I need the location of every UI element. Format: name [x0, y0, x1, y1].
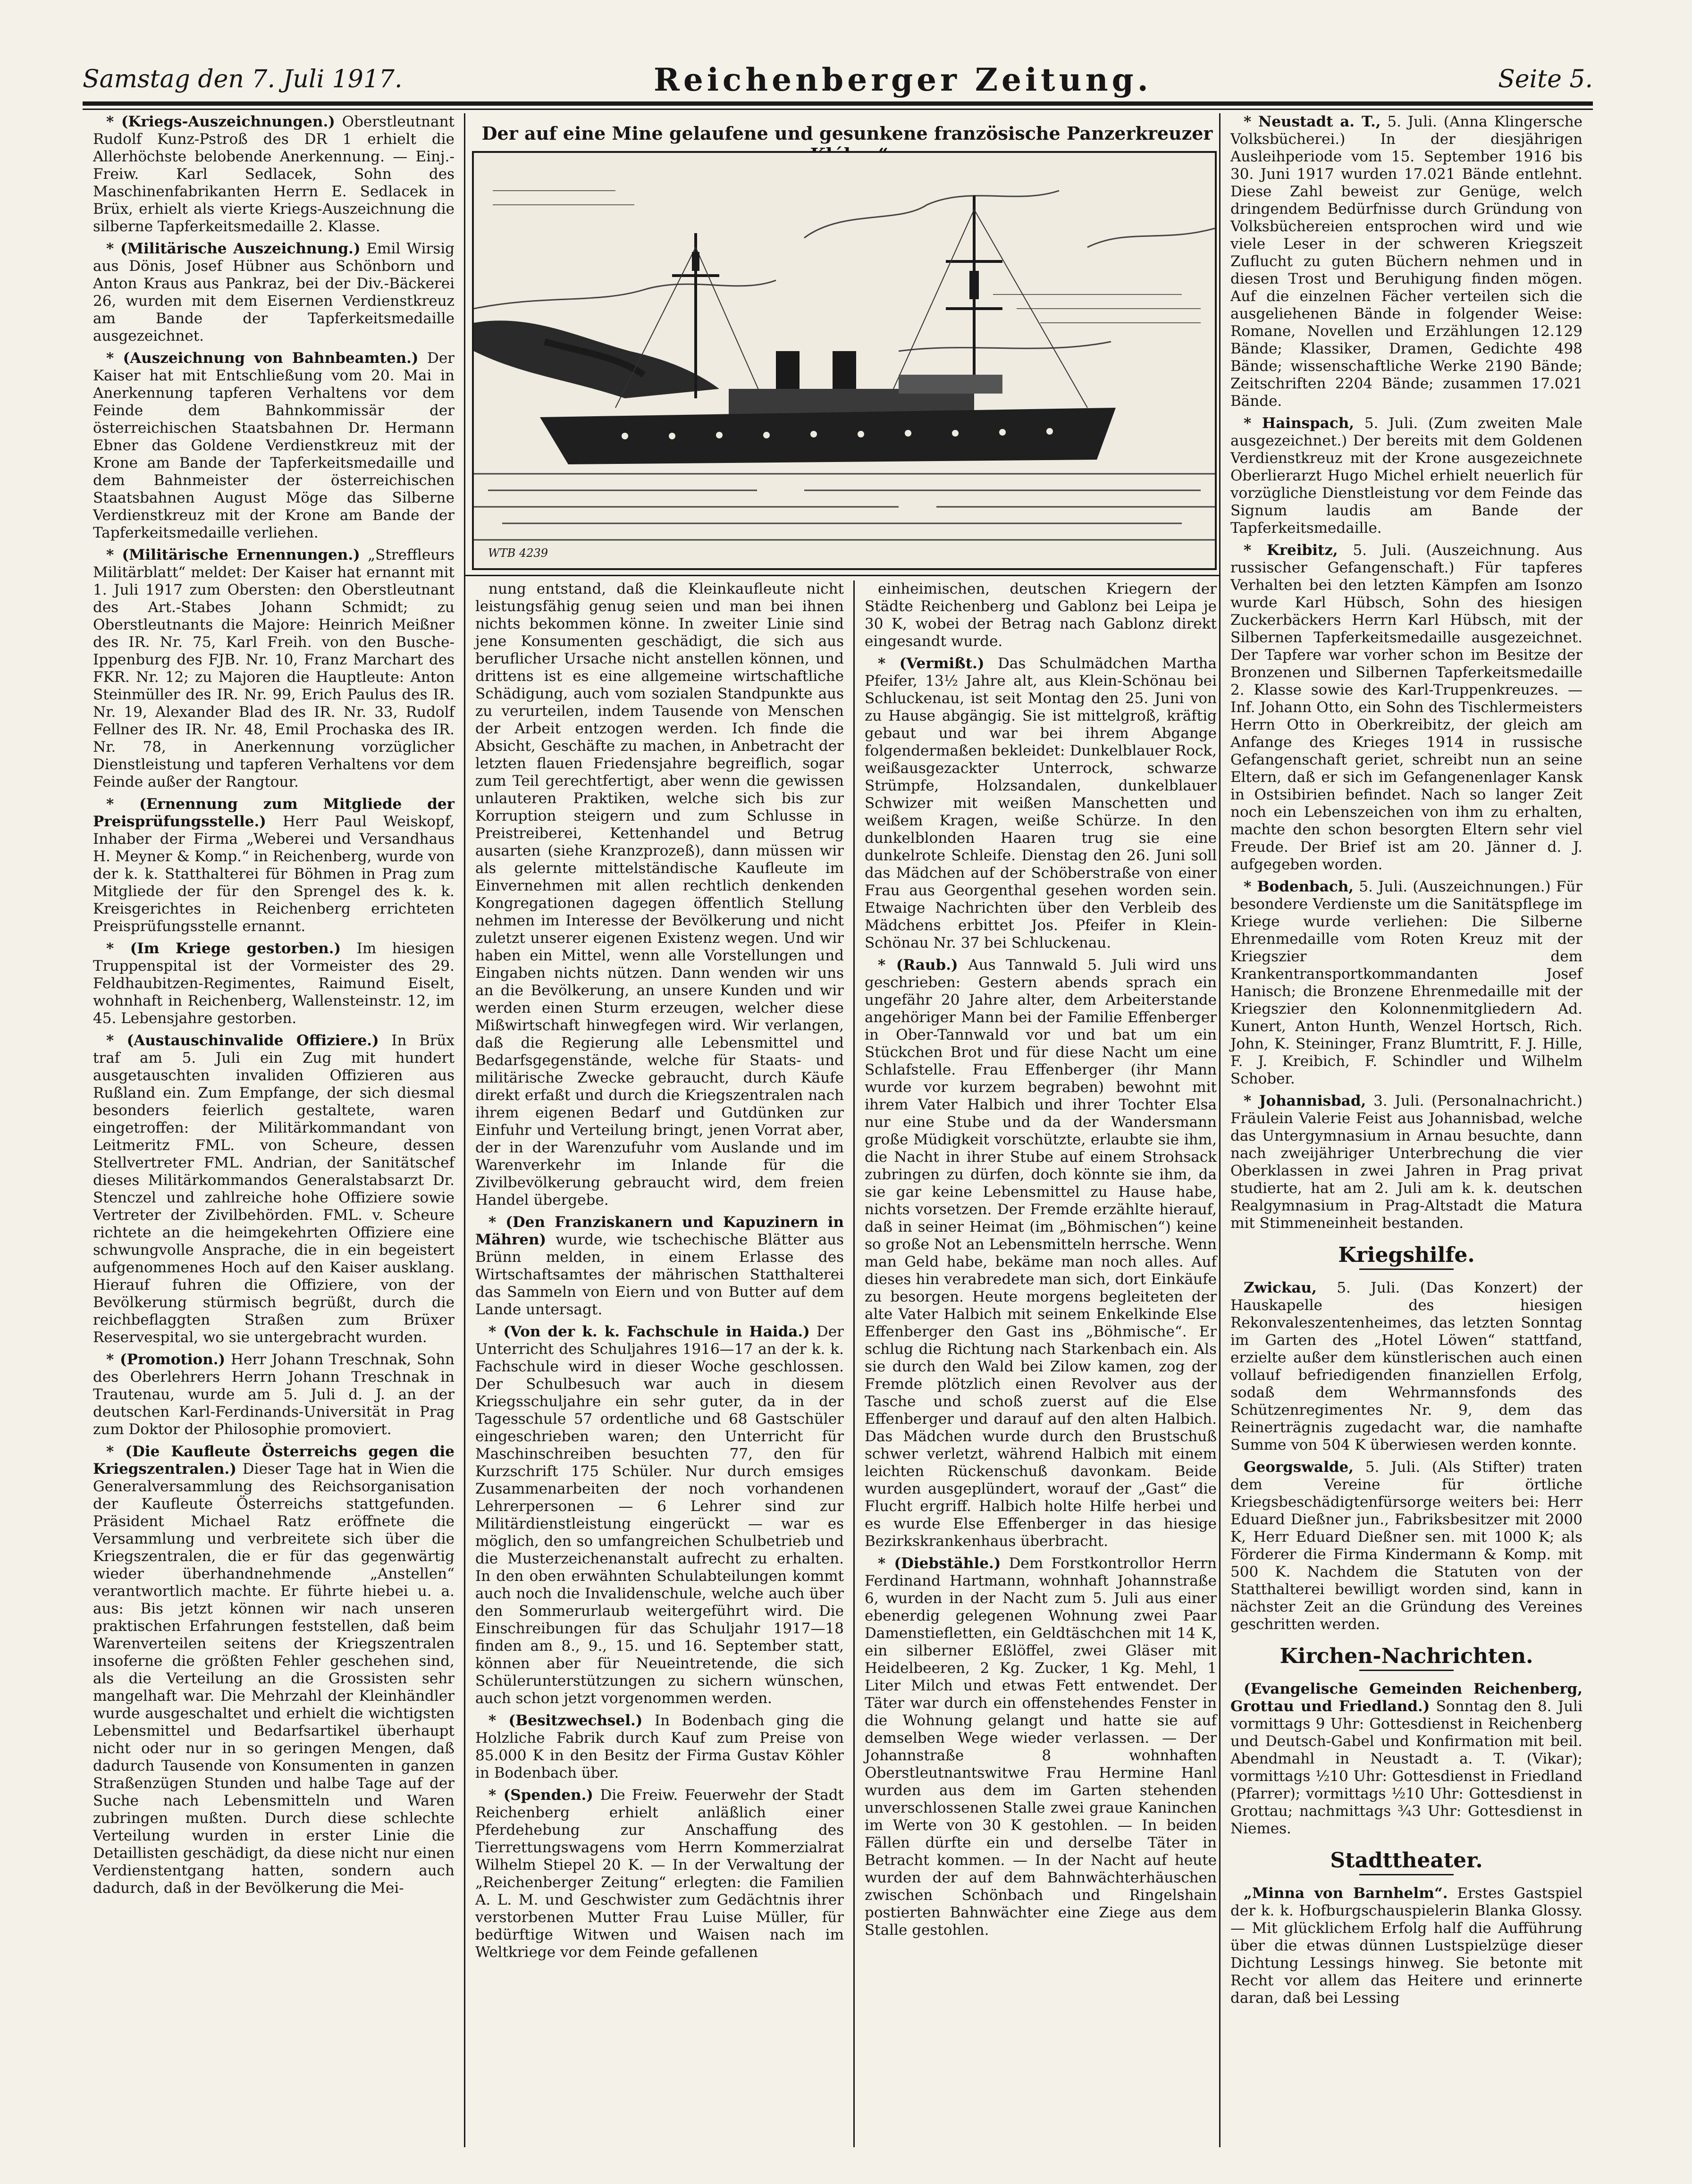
news-item: [1220, 1459, 1593, 1633]
section-rule: [1359, 1268, 1454, 1270]
news-item-text: „Streffleurs Militärblatt“ meldet: Der Kaiser hat ernannt mit 1. Juli 1917 zum Obersten: den Oberstleutnant des Art.-Stabes Johann Schmidt; zu Oberstleutnants die Majore: Heinrich Meißner des IR. Nr. 75, Karl Freih. von den Busche-Ippenburg des FJB. Nr. 10, Franz Marchart des FKR. Nr. 12; zu Majoren die Hauptleute: Anton Steinmüller des IR. Nr. 99, Erich Paulus des IR. Nr. 19, Alexander Blad des IR. Nr. 33, Rudolf Fellner des IR. Nr. 48, Emil Prochaska des IR. Nr. 78, in Anerkennung vorzüglicher Dienstleistung und tapferen Verhaltens vor dem Feinde außer der Rangtour.: [93, 546, 455, 790]
news-item-heading: * (Vermißt.): [878, 655, 985, 672]
news-item: [1220, 878, 1593, 1088]
news-item-heading: * (Spenden.): [488, 1787, 593, 1804]
news-item-heading: Georgswalde,: [1244, 1459, 1354, 1476]
news-item-text: 5. Juli. (Zum zweiten Male ausgezeichnet.) Der bereits mit dem Goldenen Verdienstkreuz mit der Krone ausgezeichnete Oberlierarzt Hugo Michel erhielt neuerlich für vorzügliche Dienstleistung vor dem Feinde das Signum laudis am Bande der Tapferkeitsmedaille.: [1230, 415, 1583, 537]
column-2: [465, 580, 854, 2147]
section-heading: Kriegshilfe.: [1338, 1243, 1475, 1267]
news-item-heading: * Bodenbach,: [1244, 878, 1354, 895]
news-item-text: Das Schulmädchen Martha Pfeifer, 13½ Jahre alt, aus Klein-Schönau bei Schluckenau, ist seit Montag den 25. Juni von zu Hause abgängig. Sie ist mittelgroß, kräftig gebaut und war bei ihrem Abgange folgendermaßen bekleidet: Dunkelblauer Rock, weißausgezackter Unterrock, schwarze Strümpfe, Holzsandalen, dunkelblauer Schwizer mit weißen Manschetten und weißem Kragen, weiße Schürze. In den dunkelblonden Haaren trug sie eine dunkelrote Schleife. Dienstag den 26. Juni soll das Mädchen auf der Schöberstraße von einer Frau aus Georgenthal gesehen worden sein. Etwaige Nachrichten über den Verbleib des Mädchens erbittet Jos. Pfeifer in Klein-Schönau Nr. 37 bei Schluckenau.: [865, 655, 1217, 951]
column-4: [1220, 113, 1593, 2147]
news-item-text: Sonntag den 8. Juli vormittags 9 Uhr: Gottesdienst in Reichenberg und Deutsch-Gabel und Konfirmation mit beil. Abendmahl in Neustadt a. T. (Vikar); vormittags ½10 Uhr: Gottesdienst in Friedland (Pfarrer); vormittags ½10 Uhr: Gottesdienst in Grottau; nachmittags ¾3 Uhr: Gottesdienst in Niemes.: [1230, 1698, 1583, 1837]
news-item-text: Die Freiw. Feuerwehr der Stadt Reichenberg erhielt anläßlich einer Pferdehebung zur Anschaffung des Tierrettungswagens vom Herrn Kommerzialrat Wilhelm Stiepel 20 K. — In der Verwaltung der „Reichenberger Zeitung“ erlegten: die Familien A. L. M. und Geschwister zum Gedächtnis ihrer verstorbenen Mutter Frau Luise Müller, für bedürftige Witwen und Waisen nach im Weltkriege vor dem Feinde gefallenen: [475, 1787, 844, 1961]
news-item-text: Herr Johann Treschnak, Sohn des Oberlehrers Herrn Johann Treschnak in Trautenau, wurde am 5. Juli d. J. an der deutschen Karl-Ferdinands-Universität in Prag zum Doktor der Philosophie promoviert.: [93, 1351, 455, 1438]
news-item: [1220, 1092, 1593, 1232]
masthead-rule: [83, 101, 1593, 106]
news-item: [1220, 1279, 1593, 1454]
news-item-heading: „Minna von Barnhelm“.: [1244, 1885, 1448, 1902]
news-item: [83, 350, 465, 542]
page-number: Seite 5.: [1498, 65, 1593, 93]
photo-caption: Der auf eine Mine gelaufene und gesunkene französische Panzerkreuzer: [481, 123, 1213, 144]
section-heading: Stadttheater.: [1330, 1848, 1483, 1873]
news-item-heading: * (Ernennung zum Mitgliede der Preisprüfungsstelle.): [93, 796, 455, 830]
news-item: [854, 655, 1227, 952]
news-item-heading: * (Raub.): [878, 957, 958, 974]
news-item-text: Dieser Tage hat in Wien die Generalversammlung des Reichsorganisation der Kaufleute Österreichs stattgefunden. Präsident Michael Ratz eröffnete die Versammlung und verbreitete sich über die Kriegszentralen, die er für das gegenwärtig wieder überhandnehmende „Anstellen“ verantwortlich machte. Er führte hiebei u. a. aus: Bis jetzt können wir nach unseren praktischen Erfahrungen feststellen, daß beim Warenverteilen seitens der Kriegszentralen insoferne die größten Fehler geschehen sind, als die Verteilung an die Grossisten sehr mangelhaft war. Die Mehrzahl der Kleinhändler wurde ausgeschaltet und erhielt die wichtigsten Lebensmittel und Bedarfsartikel überhaupt nicht oder nur in so geringen Mengen, daß dadurch Tausende von Konsumenten in ganzen Straßenzügen Stunden und halbe Tage auf der Suche nach Lebensmitteln und Waren zubringen mußten. Durch diese schlechte Verteilung wurden in erster Linie die Detaillisten geschädigt, da diese nicht nur einen Verdienstentgang hatten, sondern auch dadurch, daß in der Bevölkerung die Mei-: [93, 1461, 455, 1897]
news-item-text: 5. Juli. (Als Stifter) traten dem Vereine für örtliche Kriegsbeschädigtenfürsorge weiters bei: Herr Eduard Dießner jun., Fabriksbesitzer mit 2000 K, Herr Eduard Dießner sen. mit 1000 K; als Förderer die Firma Kindermann & Komp. mit 500 K. Nachdem die Statuten von der Statthalterei bewilligt worden sind, kann in nächster Zeit an die Gründung des Vereines geschritten werden.: [1230, 1459, 1583, 1633]
news-item-text: Aus Tannwald 5. Juli wird uns geschrieben: Gestern abends sprach ein ungefähr 20 Jahre alter, dem Arbeiterstande angehöriger Mann bei der Familie Effenberger in Ober-Tannwald vor und bat um ein Stückchen Brot und für diese Nacht um eine Schlafstelle. Frau Effenberger (ihr Mann wurde vor kurzem begraben) bewohnt mit ihrem Vater Halbich und ihrer Tochter Elsa nur eine Stube und da der Wandersmann große Müdigkeit vorschützte, erlaubte sie ihm, die Nacht in ihrer Stube auf einem Strohsack zubringen zu dürfen, doch könnte sie ihm, da sie gar keine Lebensmittel zu Hause habe, nichts vorsetzen. Der Fremde erzählte hierauf, daß in seiner Heimat (im „Böhmischen“) keine so große Not an Lebensmitteln herrsche. Wenn man Geld habe, bekäme man noch alles. Auf dieses hin verabredete man sich, dort Einkäufe zu besorgen. Heute morgens begleiteten der alte Vater Halbich mit seinem Enkelkinde Else Effenberger den Gast ins „Böhmische“. Er schlug die Richtung nach Starkenbach ein. Als sie durch den Wald bei Zilow kamen, zog der Fremde plötzlich einen Revolver aus der Tasche und schoß zuerst auf die Else Effenberger und darauf auf den alten Halbich. Das Mädchen wurde durch den Brustschuß schwer verletzt, während Halbich mit einem leichten Rückenschuß davonkam. Beide wurden ausgeplündert, worauf der „Gast“ die Flucht ergriff. Halbich holte Hilfe herbei und es wurde Else Effenberger in das hiesige Bezirkskrankenhaus überbracht.: [865, 957, 1217, 1550]
news-item: [83, 1443, 465, 1897]
photo-credit: WTB 4239: [488, 546, 548, 560]
news-item-heading: Zwickau,: [1244, 1279, 1317, 1296]
news-item-text: Dem Forstkontrollor Herrn Ferdinand Hartmann, wohnhaft Johannstraße 6, wurden in der Nacht zum 5. Juli aus einer ebenerdig gelegenen Wohnung zwei Paar Damenstiefletten, ein Geldtäschchen mit 14 K, ein silberner Eßlöffel, zwei Gläser mit Heidelbeeren, 2 Kg. Zucker, 1 Kg. Mehl, 1 Liter Milch und etwas Fett entwendet. Der Täter war durch ein offenstehendes Fenster in die Wohnung gelangt und hatte sie auf demselben Wege wieder verlassen. — Der Johannstraße 8 wohnhaften Oberstleutnantswitwe Frau Hermine Hanl wurden aus dem im Garten stehenden unverschlossenen Stalle zwei graue Kaninchen im Werte von 30 K gestohlen. — In beiden Fällen dürfte ein und derselbe Täter in Betracht kommen. — In der Nacht auf heute wurden der auf dem Bahnwächterhäuschen zwischen Schönbach und Ringelshain postierten Bahnwächter eine Ziege aus dem Stalle gestohlen.: [865, 1555, 1217, 1939]
news-item-heading: * (Militärische Auszeichnung.): [106, 240, 361, 257]
news-item-heading: * Neustadt a. T.,: [1244, 113, 1381, 130]
news-item: [854, 580, 1227, 650]
news-item-heading: * Johannisbad,: [1244, 1092, 1366, 1109]
news-item: [83, 796, 465, 935]
news-item-text: In Brüx traf am 5. Juli ein Zug mit hundert ausgetauschten invaliden Offizieren aus Rußland ein. Zum Empfange, der sich diesmal besonders feierlich gestaltete, waren eingetroffen: der Militärkommandant von Leitmeritz FML. von Scheure, dessen Stellvertreter FML. Andrian, der Sanitätschef dieses Militärkommandos Generalstabsarzt Dr. Stenczel und zahlreiche hohe Offiziere sowie Vertreter der Zivilbehörden. FML. v. Scheure richtete an die heimgekehrten Offiziere eine schwungvolle Ansprache, die in ein begeistert aufgenommenes Hoch auf den Kaiser ausklang. Hierauf fuhren die Offiziere, von der Bevölkerung stürmisch begrüßt, durch die reichbeflaggten Straßen zum Brüxer Reservespital, wo sie untergebracht wurden.: [93, 1032, 455, 1346]
column-3: [854, 580, 1227, 2147]
news-item: [1220, 113, 1593, 410]
warship-image: [474, 153, 1215, 568]
news-item-text: wurde, wie tschechische Blätter aus Brünn melden, in einem Erlasse des Wirtschaftsamtes der mährischen Statthalterei das Sammeln von Eiern und von Butter auf dem Lande untersagt.: [475, 1231, 844, 1318]
section-rule: [1359, 1874, 1454, 1875]
issue-date: Samstag den 7. Juli 1917.: [83, 65, 403, 93]
news-item: [83, 940, 465, 1027]
news-item-heading: * (Promotion.): [106, 1351, 226, 1368]
news-item-heading: * Hainspach,: [1244, 415, 1355, 432]
news-item: [1220, 1680, 1593, 1838]
news-item-text: Oberstleutnant Rudolf Kunz-Pstroß des DR 1 erhielt die Allerhöchste belobende Anerkennung. — Einj.-Freiw. Karl Sedlacek, Sohn des Maschinenfabrikanten Herrn E. Sedlacek in Brüx, erhielt als vierte Kriegs-Auszeichnung die silberne Tapferkeitsmedaille 2. Klasse.: [93, 113, 455, 235]
news-item-text: Der Unterricht des Schuljahres 1916—17 an der k. k. Fachschule wird in dieser Woche geschlossen. Der Schulbesuch war auch in diesem Kriegsschuljahre ein sehr guter, da in der Tagesschule 57 ordentliche und 68 Gastschüler eingeschrieben waren; den Unterricht für Maschinschreiben besuchten 77, den für Kurzschrift 175 Schüler. Nur durch emsiges Zusammenarbeiten der noch vorhandenen Lehrerpersonen — 6 Lehrer sind zur Militärdienstleistung eingerückt — war es möglich, den so umfangreichen Schulbetrieb und die Musterzeichenanstalt aufrecht zu erhalten. In den oben erwähnten Schulabteilungen kommt auch noch die Invalidenschule, welche auch über den Sommerurlaub weitergeführt wird. Die Einschreibungen für das Schuljahr 1917—18 finden am 8., 9., 15. und 16. September statt, können aber für Neueintretende, die sich Schülerunterstützungen zu sichern wünschen, auch schon jetzt vorgenommen werden.: [475, 1323, 844, 1707]
news-item-heading: * (Militärische Ernennungen.): [106, 546, 360, 563]
news-item-heading: * (Austauschinvalide Offiziere.): [106, 1032, 379, 1049]
news-item-text: In Bodenbach ging die Holzliche Fabrik durch Kauf zum Preise von 85.000 K in den Besitz der Firma Gustav Köhler in Bodenbach über.: [475, 1712, 844, 1781]
news-item-text: nung entstand, daß die Kleinkaufleute nicht leistungsfähig genug seien und man bei ihnen nichts bekommen könne. In zweiter Linie sind jene Konsumenten geschädigt, die sich aus beruflicher Ursache nicht anstellen können, und drittens ist es eine allgemeine wirtschaftliche Schädigung, auch vom sozialen Standpunkte aus zu verurteilen, indem Tausende von Menschen der Arbeit entzogen werden. Ich finde die Absicht, Geschäfte zu machen, in Anbetracht der letzten flauen Friedensjahre begreiflich, sogar zum Teil gerechtfertigt, aber wenn die gewissen unlauteren Praktiken, welche sich bis zur Korruption steigern und zum Schlusse in Preistreiberei, Kettenhandel und Betrug ausarten (siehe Kranzprozeß), dann müssen wir als gelernte mittelständische Kaufleute im Einvernehmen mit allen rechtlich denkenden Kongregationen dagegen öffentlich Stellung nehmen im Interesse der Bevölkerung und nicht zuletzt unserer eigenen Existenz wegen. Und wir haben ein Mittel, wenn alle Vorstellungen und Eingaben nichts nützen. Dann wenden wir uns an die Bevölkerung, an unsere Kunden und wir werden einen Sturm erzeugen, welcher diese Mißwirtschaft hinwegfegen wird. Wir verlangen, daß die Regierung alle Lebensmittel und Bedarfsgegenstände, welche für Staats- und militärische Zwecke gebraucht, durch Käufe direkt erfaßt und durch die Kriegszentralen nach ihrem eigenen Bedarf und Gutdünken zur Einfuhr und Verteilung bringt, jenen Vorrat aber, der in der Warenzufuhr vom Auslande und im Warenverkehr im Inlande für die Zivilbevölkerung gebraucht wird, dem freien Handel übergebe.: [475, 580, 844, 1209]
news-item: [1220, 542, 1593, 874]
news-item-heading: * (Von der k. k. Fachschule in Haida.): [488, 1323, 810, 1340]
news-item: [854, 1555, 1227, 1939]
news-item-text: Emil Wirsig aus Dönis, Josef Hübner aus Schönborn und Anton Kraus aus Pankraz, bei der Div.-Bäckerei 26, wurden mit dem Eisernen Verdienstkreuz am Bande der Tapferkeitsmedaille ausgezeichnet.: [93, 240, 455, 344]
news-item: [83, 1032, 465, 1346]
section-rule: [1359, 1670, 1454, 1671]
news-item: [465, 1214, 854, 1319]
news-item: [83, 1351, 465, 1438]
photo-rule: [465, 575, 1220, 576]
news-item-heading: * (Diebstähle.): [878, 1555, 1001, 1572]
news-item: [465, 1712, 854, 1782]
news-item-heading: * (Die Kaufleute Österreichs gegen die Kriegszentralen.): [93, 1443, 455, 1478]
section-heading: Kirchen-Nachrichten.: [1280, 1644, 1533, 1668]
news-item: [83, 546, 465, 791]
news-item-text: 5. Juli. (Auszeichnungen.) Für besondere Verdienste um die Sanitätspflege im Kriege wurde verliehen: Die Silberne Ehrenmedaille vom Roten Kreuz mit der Kriegszier dem Krankentransportkommandanten Josef Hanisch; die Bronzene Ehrenmedaille mit der Kriegszier den Kolonnenmitgliedern Ad. Kunert, Anton Hunth, Wenzel Hortsch, Rich. John, K. Steininger, Franz Blumtritt, F. J. Hille, F. J. Kreibich, F. Schindler und Wilhelm Schober.: [1230, 878, 1583, 1087]
news-item: [465, 1323, 854, 1707]
masthead: [83, 61, 1593, 99]
news-item: [465, 580, 854, 1209]
news-item-text: einheimischen, deutschen Kriegern der Städte Reichenberg und Gablonz bei Leipa je 30 K, wobei der Betrag nach Gablonz direkt eingesandt wurde.: [865, 580, 1217, 650]
news-item-text: 5. Juli. (Das Konzert) der Hauskapelle des hiesigen Rekonvaleszentenheimes, das letzten Sonntag im Garten des „Hotel Löwen“ stattfand, erzielte außer dem künstlerischen auch einen vollauf befriedigenden finanziellen Erfolg, sodaß dem Wehrmannsfonds des Schützenregimentes Nr. 9, dem das Reinerträgnis zugedacht war, die namhafte Summe von 504 K überwiesen werden konnte.: [1230, 1279, 1583, 1453]
news-item-heading: * (Im Kriege gestorben.): [106, 940, 341, 957]
masthead-rule-thin: [83, 109, 1593, 110]
news-item-heading: * (Besitzwechsel.): [488, 1712, 643, 1729]
news-item-text: Der Kaiser hat mit Entschließung vom 20. Mai in Anerkennung tapferen Verhaltens vor dem Feinde dem Bahnkommissär der österreichischen Staatsbahnen Dr. Hermann Ebner das Goldene Verdienstkreuz mit der Krone am Bande der Tapferkeitsmedaille und dem Bahnmeister der österreichischen Staatsbahnen August Möge das Silberne Verdienstkreuz mit der Krone am Bande der Tapferkeitsmedaille verliehen.: [93, 350, 455, 541]
news-item-text: Erstes Gastspiel der k. k. Hofburgschauspielerin Blanka Glossy. — Mit glücklichem Erfolg half die Aufführung über die etwas dünnen Lustspielzüge dieser Dichtung Lessings hinweg. Sie betonte mit Recht vor allem das Heitere und erinnerte daran, daß bei Lessing: [1230, 1885, 1583, 2007]
newspaper-title: Reichenberger Zeitung.: [654, 61, 1152, 98]
news-item-text: Herr Paul Weiskopf, Inhaber der Firma „Weberei und Versandhaus H. Meyner & Komp.“ in Reichenberg, wurde von der k. k. Statthalterei für Böhmen in Prag zum Mitgliede der für den Sprengel des k. k. Kreisgerichtes in Reichenberg errichteten Preisprüfungsstelle ernannt.: [93, 813, 455, 935]
news-item-heading: (Evangelische Gemeinden Reichenberg, Grottau und Friedland.): [1230, 1680, 1583, 1715]
news-item: [1220, 1885, 1593, 2007]
news-item: [1220, 415, 1593, 537]
news-item-text: 5. Juli. (Anna Klingersche Volksbücherei.) In der diesjährigen Ausleihperiode vom 15. September 1916 bis 30. Juni 1917 wurden 17.021 Bände entlehnt. Diese Zahl beweist zur Genüge, welch dringendem Bedürfnisse durch Gründung von Volksbüchereien entsprochen wird und wie viele Leser in der schweren Kriegszeit Zuflucht zu guten Büchern nehmen und in diesen Trost und Beruhigung finden mögen. Auf die einzelnen Fächer verteilen sich die ausgeliehenen Bände in folgender Weise: Romane, Novellen und Erzählungen 12.129 Bände; Klassiker, Dramen, Gedichte 498 Bände; wissenschaftliche Werke 2190 Bände; Zeitschriften 2204 Bände; zusammen 17.021 Bände.: [1230, 113, 1583, 410]
news-item-heading: * (Den Franziskanern und Kapuzinern in Mähren): [475, 1214, 844, 1248]
column-1: [83, 113, 465, 2147]
news-item-text: Im hiesigen Truppenspital ist der Vormeister des 29. Feldhaubitzen-Regimentes, Raimund Eiselt, wohnhaft in Reichenberg, Wallensteinstr. 12, im 45. Lebensjahre gestorben.: [93, 940, 455, 1027]
news-item-heading: * Kreibitz,: [1244, 542, 1338, 559]
news-item-text: 3. Juli. (Personalnachricht.) Fräulein Valerie Feist aus Johannisbad, welche das Untergymnasium in Arnau besuchte, dann nach zweijähriger Unterbrechung die vier Oberklassen in zwei Jahren in Prag privat studierte, hat am 2. Juli am k. k. deutschen Realgymnasium in Prag-Altstadt die Matura mit Stimmeneinheit bestanden.: [1230, 1092, 1583, 1232]
news-item-text: 5. Juli. (Auszeichnung. Aus russischer Gefangenschaft.) Für tapferes Verhalten bei den letzten Kämpfen am Isonzo wurde Karl Hübsch, Sohn des hiesigen Zuckerbäckers Herrn Karl Hübsch, mit der Silbernen Tapferkeitsmedaille ausgezeichnet. Der Tapfere war vorher schon im Besitze der Bronzenen und Silbernen Tapferkeitsmedaille 2. Klasse sowie des Karl-Truppenkreuzes. — Inf. Johann Otto, ein Sohn des Tischlermeisters Herrn Otto in Oberkreibitz, der gleich am Anfange des Krieges 1914 in russische Gefangenschaft geriet, schreibt nun an seine Eltern, daß er sich im Gefangenenlager Kansk in Ostsibirien befindet. Nach so langer Zeit noch ein Lebenszeichen von ihm zu erhalten, machte den schon besorgten Eltern sehr viel Freude. Der Brief ist am 20. Jänner d. J. aufgegeben worden.: [1230, 542, 1583, 873]
news-item: [465, 1787, 854, 1961]
news-item-heading: * (Kriegs-Auszeichnungen.): [106, 113, 335, 130]
news-item: [83, 240, 465, 345]
news-item: [854, 957, 1227, 1550]
news-item: [83, 113, 465, 235]
warship-illustration: [472, 151, 1217, 570]
news-item-heading: * (Auszeichnung von Bahnbeamten.): [106, 350, 419, 367]
